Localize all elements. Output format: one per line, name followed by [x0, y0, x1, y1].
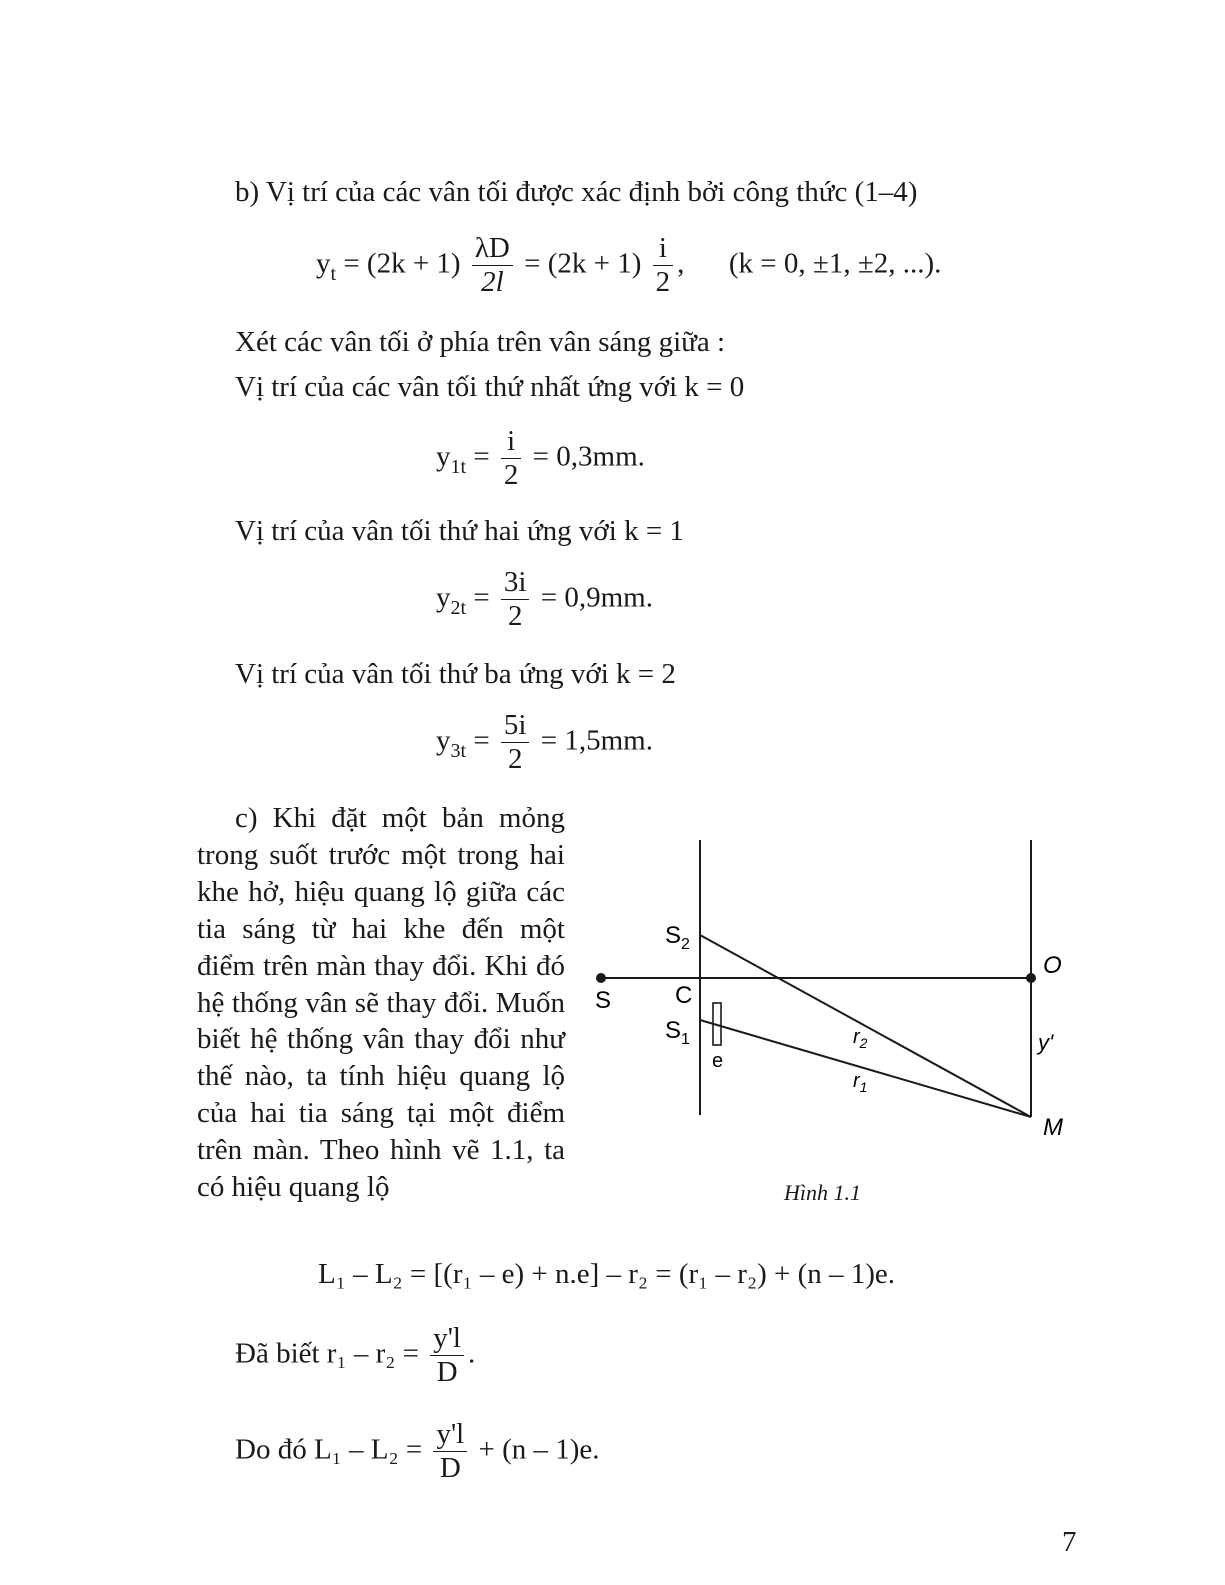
heading-b: b) Vị trí của các vân tối được xác định bởi công thức (1–4): [235, 176, 918, 208]
label-s2: $S_2$: [665, 922, 690, 953]
source-dot: [596, 973, 606, 983]
fraction-i-2: $\frac{i}{2}$: [653, 232, 674, 300]
page-number: 7: [1062, 1526, 1077, 1558]
figure-caption: Hình 1.1: [784, 1180, 861, 1205]
fraction-lambda-d: $\frac{\lambda D}{2l}$: [472, 232, 513, 300]
label-e: e: [712, 1050, 724, 1072]
label-r2: $r_2$: [853, 1026, 868, 1051]
point-o-dot: [1026, 973, 1036, 983]
label-m: M: [1043, 1114, 1063, 1135]
label-o: O: [1043, 952, 1062, 979]
paragraph-c: c) Khi đặt một bản mỏng trong suốt trước một trong hai khe hở, hiệu quang lộ giữa các tia sáng từ hai khe đến một điểm trên màn thay đổi. Khi đó hệ thống vân sẽ thay đổi. Muốn biết hệ thống vân thay đổi như thế nào, ta tính hiệu quang lộ của hai tia sáng tại một điểm trên màn. Theo hình vẽ 1.1, ta có hiệu quang lộ: [197, 802, 565, 1204]
equation-yt: $y_t = (2k + 1)$ $\frac{\lambda D}{2l}$ = (2k + 1) $\frac{i}{2}$ , (k = 0, ±1, ±2, ...).: [316, 232, 942, 299]
figure-1-1: [585, 835, 1085, 1135]
equation-y2t: $y_{2t}$ = $\frac{3i}{2}$ = 0,9mm.: [436, 566, 653, 633]
equation-therefore: Do đó L₁ – L₂ = $\frac{y'l}{D}$ + (n – 1)e.: [235, 1418, 600, 1485]
label-y-prime: y': [1038, 1030, 1054, 1055]
equation-y1t: $y_{1t}$ = $\frac{i}{2}$ = 0,3mm.: [436, 425, 645, 492]
equation-known: Đã biết r₁ – r₂ = $\frac{y'l}{D}$ .: [235, 1322, 476, 1389]
label-s: S: [595, 987, 612, 1014]
text-third-dark: Vị trí của vân tối thứ ba ứng với k = 2: [235, 658, 676, 690]
label-s1: $S_1$: [665, 1017, 690, 1048]
text-second-dark: Vị trí của vân tối thứ hai ứng với k = 1: [235, 515, 684, 547]
text-first-dark: Vị trí của các vân tối thứ nhất ứng với k = 0: [235, 371, 745, 403]
equation-y3t: $y_{3t}$ = $\frac{5i}{2}$ = 1,5mm.: [436, 709, 653, 776]
text-consider: Xét các vân tối ở phía trên vân sáng giữa :: [235, 326, 726, 358]
label-c: C: [675, 982, 693, 1009]
equation-path-difference: L₁ – L₂ = [(r₁ – e) + n.e] – r₂ = (r₁ – r₂) + (n – 1)e.: [318, 1258, 896, 1290]
label-r1: $r_1$: [853, 1070, 868, 1095]
